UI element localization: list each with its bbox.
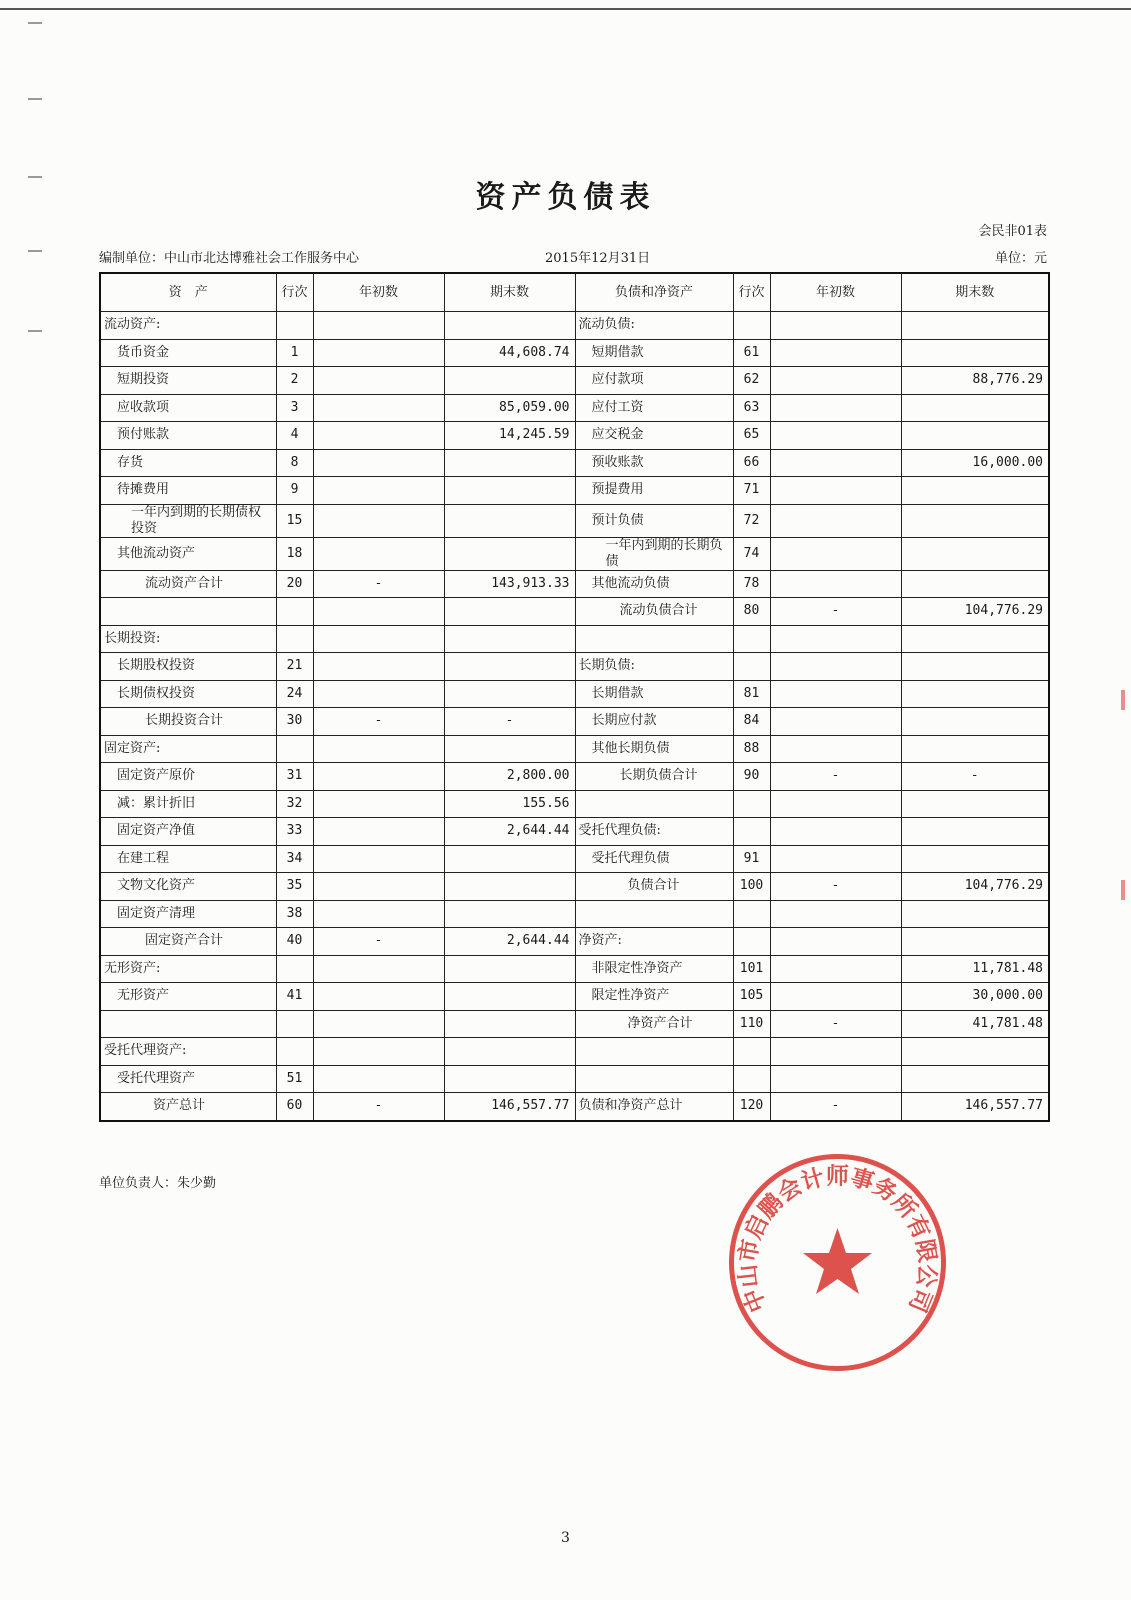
table-row [100,477,1049,505]
col-header-ending: 期末数 [444,273,575,312]
currency-unit: 单位：元 [994,251,1047,266]
asset-line-no: 4 [276,422,313,450]
asset-ending-value [444,680,575,708]
asset-name: 流动资产合计 [100,570,276,598]
liability-line-no [733,790,770,818]
asset-beginning-value [313,653,444,681]
company-seal [725,1150,950,1375]
reporting-unit: 编制单位：中山市北达博雅社会工作服务中心 [99,251,360,266]
asset-beginning-value: - [313,1093,444,1121]
table-row [100,1038,1049,1066]
asset-line-no: 51 [276,1065,313,1093]
asset-ending-value [444,625,575,653]
liability-ending-value [901,394,1049,422]
liability-beginning-value [770,449,901,477]
table-row [100,598,1049,626]
asset-line-no: 32 [276,790,313,818]
liability-line-no: 62 [733,367,770,395]
asset-ending-value [444,653,575,681]
asset-line-no [276,625,313,653]
asset-ending-value [444,598,575,626]
asset-beginning-value [313,763,444,791]
table-row [100,708,1049,736]
asset-line-no [276,312,313,340]
asset-name: 长期投资合计 [100,708,276,736]
table-row [100,1093,1049,1121]
asset-line-no: 18 [276,537,313,570]
asset-beginning-value [313,1010,444,1038]
asset-name: 一年内到期的长期债权投资 [100,504,276,537]
liability-line-no: 101 [733,955,770,983]
asset-beginning-value [313,367,444,395]
liability-beginning-value [770,312,901,340]
asset-name: 固定资产清理 [100,900,276,928]
asset-beginning-value [313,449,444,477]
liability-beginning-value [770,1038,901,1066]
asset-line-no [276,955,313,983]
liability-ending-value [901,790,1049,818]
liability-name [575,790,733,818]
asset-line-no: 30 [276,708,313,736]
asset-name: 减：累计折旧 [100,790,276,818]
asset-name: 固定资产: [100,735,276,763]
asset-beginning-value [313,983,444,1011]
asset-name: 固定资产合计 [100,928,276,956]
liability-name: 应付款项 [575,367,733,395]
asset-name: 资产总计 [100,1093,276,1121]
liability-line-no: 90 [733,763,770,791]
col-header-line-no: 行次 [733,273,770,312]
liability-name: 净资产合计 [575,1010,733,1038]
liability-ending-value [901,537,1049,570]
table-row [100,680,1049,708]
liability-name: 短期借款 [575,339,733,367]
responsible-person: 单位负责人：朱少勤 [99,1176,217,1191]
liability-ending-value [901,845,1049,873]
asset-name: 其他流动资产 [100,537,276,570]
liability-beginning-value [770,537,901,570]
asset-ending-value: 143,913.33 [444,570,575,598]
liability-name: 非限定性净资产 [575,955,733,983]
asset-name: 预付账款 [100,422,276,450]
asset-line-no: 34 [276,845,313,873]
liability-name: 预计负债 [575,504,733,537]
asset-name: 长期股权投资 [100,653,276,681]
asset-beginning-value [313,422,444,450]
col-header-liabilities: 负债和净资产 [575,273,733,312]
binding-mark [28,98,42,100]
table-row [100,394,1049,422]
liability-name: 流动负债: [575,312,733,340]
asset-name: 应收款项 [100,394,276,422]
liability-line-no [733,818,770,846]
table-row [100,845,1049,873]
asset-line-no: 60 [276,1093,313,1121]
asset-line-no [276,1038,313,1066]
liability-beginning-value [770,339,901,367]
asset-beginning-value [313,625,444,653]
asset-ending-value: 44,608.74 [444,339,575,367]
liability-name [575,1038,733,1066]
asset-beginning-value [313,477,444,505]
table-row [100,818,1049,846]
asset-beginning-value [313,900,444,928]
liability-ending-value [901,625,1049,653]
balance-sheet-table [99,272,1050,1122]
liability-beginning-value [770,900,901,928]
asset-name: 长期债权投资 [100,680,276,708]
table-row [100,339,1049,367]
asset-ending-value: - [444,708,575,736]
liability-line-no [733,312,770,340]
liability-ending-value [901,1038,1049,1066]
asset-name: 无形资产: [100,955,276,983]
liability-ending-value [901,339,1049,367]
liability-beginning-value [770,983,901,1011]
asset-ending-value [444,873,575,901]
asset-beginning-value: - [313,708,444,736]
liability-beginning-value [770,845,901,873]
liability-beginning-value [770,653,901,681]
asset-line-no: 21 [276,653,313,681]
asset-ending-value: 2,644.44 [444,928,575,956]
asset-name: 长期投资: [100,625,276,653]
table-row [100,928,1049,956]
table-row [100,1010,1049,1038]
asset-ending-value [444,735,575,763]
liability-line-no: 81 [733,680,770,708]
page-title: 资产负债表 [475,180,656,215]
table-row [100,537,1049,570]
asset-beginning-value [313,1038,444,1066]
liability-line-no [733,1038,770,1066]
asset-name: 存货 [100,449,276,477]
asset-name: 固定资产原价 [100,763,276,791]
liability-beginning-value [770,955,901,983]
asset-ending-value [444,983,575,1011]
liability-line-no: 110 [733,1010,770,1038]
liability-ending-value [901,735,1049,763]
asset-name: 受托代理资产 [100,1065,276,1093]
liability-ending-value: 16,000.00 [901,449,1049,477]
table-row [100,367,1049,395]
asset-name: 无形资产 [100,983,276,1011]
liability-beginning-value [770,708,901,736]
asset-line-no [276,1010,313,1038]
liability-beginning-value [770,477,901,505]
liability-beginning-value [770,790,901,818]
asset-line-no: 33 [276,818,313,846]
liability-ending-value [901,570,1049,598]
table-row [100,763,1049,791]
liability-name: 预收账款 [575,449,733,477]
binding-mark [28,250,42,252]
liability-beginning-value [770,1065,901,1093]
liability-name: 流动负债合计 [575,598,733,626]
asset-line-no: 40 [276,928,313,956]
asset-ending-value: 155.56 [444,790,575,818]
liability-name: 限定性净资产 [575,983,733,1011]
asset-line-no: 9 [276,477,313,505]
col-header-ending: 期末数 [901,273,1049,312]
asset-beginning-value [313,537,444,570]
liability-line-no: 74 [733,537,770,570]
asset-beginning-value [313,818,444,846]
asset-line-no: 15 [276,504,313,537]
col-header-line-no: 行次 [276,273,313,312]
asset-line-no [276,598,313,626]
liability-name: 负债和净资产总计 [575,1093,733,1121]
asset-beginning-value [313,680,444,708]
asset-line-no [276,735,313,763]
form-code: 会民非01表 [978,224,1047,239]
asset-name: 受托代理资产: [100,1038,276,1066]
liability-line-no: 84 [733,708,770,736]
liability-ending-value: 146,557.77 [901,1093,1049,1121]
asset-line-no: 20 [276,570,313,598]
liability-beginning-value [770,570,901,598]
liability-name: 应付工资 [575,394,733,422]
asset-line-no: 35 [276,873,313,901]
liability-name: 预提费用 [575,477,733,505]
asset-name: 短期投资 [100,367,276,395]
liability-beginning-value [770,367,901,395]
asset-line-no: 24 [276,680,313,708]
seal-text: 中山市启鹏会计师事务所有限公司 [733,1162,942,1317]
asset-beginning-value [313,394,444,422]
liability-ending-value [901,928,1049,956]
liability-name: 其他长期负债 [575,735,733,763]
table-row [100,625,1049,653]
liability-name [575,1065,733,1093]
liability-ending-value: 30,000.00 [901,983,1049,1011]
asset-ending-value [444,1065,575,1093]
liability-beginning-value: - [770,1010,901,1038]
asset-ending-value: 85,059.00 [444,394,575,422]
liability-name: 长期借款 [575,680,733,708]
table-row [100,983,1049,1011]
table-row [100,900,1049,928]
liability-name: 长期应付款 [575,708,733,736]
asset-ending-value [444,449,575,477]
asset-beginning-value [313,955,444,983]
asset-ending-value [444,955,575,983]
asset-beginning-value [313,598,444,626]
liability-name: 长期负债: [575,653,733,681]
asset-name: 流动资产: [100,312,276,340]
liability-beginning-value [770,928,901,956]
asset-line-no: 3 [276,394,313,422]
liability-beginning-value: - [770,873,901,901]
asset-line-no: 1 [276,339,313,367]
page-number: 3 [561,1530,570,1546]
table-row [100,790,1049,818]
asset-line-no: 41 [276,983,313,1011]
liability-name: 长期负债合计 [575,763,733,791]
asset-line-no: 8 [276,449,313,477]
liability-beginning-value [770,394,901,422]
asset-ending-value [444,1010,575,1038]
asset-name: 固定资产净值 [100,818,276,846]
liability-line-no: 63 [733,394,770,422]
asset-line-no: 31 [276,763,313,791]
liability-ending-value: 104,776.29 [901,598,1049,626]
asset-ending-value [444,477,575,505]
edge-red-mark [1121,880,1125,900]
liability-line-no: 91 [733,845,770,873]
table-row [100,1065,1049,1093]
asset-name [100,1010,276,1038]
col-header-beginning: 年初数 [770,273,901,312]
asset-beginning-value [313,312,444,340]
binding-mark [28,22,42,24]
asset-ending-value: 2,800.00 [444,763,575,791]
liability-ending-value [901,477,1049,505]
liability-line-no: 65 [733,422,770,450]
table-row [100,422,1049,450]
liability-beginning-value [770,680,901,708]
liability-ending-value: - [901,763,1049,791]
table-row [100,873,1049,901]
liability-name: 一年内到期的长期负债 [575,537,733,570]
asset-ending-value [444,312,575,340]
asset-ending-value [444,504,575,537]
asset-beginning-value: - [313,570,444,598]
asset-name: 待摊费用 [100,477,276,505]
liability-ending-value [901,680,1049,708]
liability-beginning-value [770,735,901,763]
liability-ending-value [901,1065,1049,1093]
liability-line-no [733,653,770,681]
liability-ending-value [901,900,1049,928]
asset-ending-value [444,537,575,570]
liability-name: 其他流动负债 [575,570,733,598]
table-row [100,312,1049,340]
liability-ending-value [901,818,1049,846]
asset-ending-value [444,845,575,873]
liability-line-no: 100 [733,873,770,901]
scan-top-edge [0,8,1131,10]
asset-line-no: 2 [276,367,313,395]
liability-line-no: 78 [733,570,770,598]
liability-name: 受托代理负债 [575,845,733,873]
liability-line-no: 66 [733,449,770,477]
liability-ending-value [901,312,1049,340]
asset-beginning-value [313,873,444,901]
asset-name [100,598,276,626]
asset-ending-value: 2,644.44 [444,818,575,846]
edge-red-mark [1121,690,1125,710]
asset-ending-value [444,1038,575,1066]
asset-name: 货币资金 [100,339,276,367]
liability-beginning-value [770,422,901,450]
asset-ending-value [444,367,575,395]
binding-mark [28,330,42,332]
liability-beginning-value [770,625,901,653]
col-header-assets: 资 产 [100,273,276,312]
liability-name: 净资产: [575,928,733,956]
liability-beginning-value: - [770,598,901,626]
table-row [100,449,1049,477]
table-row [100,570,1049,598]
liability-beginning-value: - [770,763,901,791]
asset-beginning-value [313,735,444,763]
liability-line-no [733,928,770,956]
liability-line-no: 72 [733,504,770,537]
table-row [100,735,1049,763]
report-date: 2015年12月31日 [545,251,651,266]
liability-name: 负债合计 [575,873,733,901]
table-row [100,955,1049,983]
liability-ending-value: 104,776.29 [901,873,1049,901]
asset-name: 文物文化资产 [100,873,276,901]
liability-ending-value: 88,776.29 [901,367,1049,395]
asset-beginning-value [313,504,444,537]
asset-beginning-value: - [313,928,444,956]
liability-line-no: 88 [733,735,770,763]
asset-ending-value: 14,245.59 [444,422,575,450]
liability-beginning-value [770,818,901,846]
liability-ending-value [901,708,1049,736]
liability-ending-value [901,504,1049,537]
table-header-row [100,273,1049,312]
liability-ending-value [901,653,1049,681]
liability-ending-value: 11,781.48 [901,955,1049,983]
liability-line-no [733,625,770,653]
asset-beginning-value [313,339,444,367]
liability-line-no [733,1065,770,1093]
liability-line-no: 120 [733,1093,770,1121]
liability-name: 应交税金 [575,422,733,450]
liability-line-no: 61 [733,339,770,367]
table-row [100,653,1049,681]
asset-beginning-value [313,1065,444,1093]
liability-line-no: 105 [733,983,770,1011]
col-header-beginning: 年初数 [313,273,444,312]
asset-line-no: 38 [276,900,313,928]
asset-ending-value: 146,557.77 [444,1093,575,1121]
asset-name: 在建工程 [100,845,276,873]
liability-line-no: 80 [733,598,770,626]
liability-line-no [733,900,770,928]
liability-name [575,900,733,928]
liability-beginning-value [770,504,901,537]
asset-beginning-value [313,845,444,873]
liability-ending-value [901,422,1049,450]
liability-beginning-value: - [770,1093,901,1121]
liability-line-no: 71 [733,477,770,505]
asset-beginning-value [313,790,444,818]
asset-ending-value [444,900,575,928]
seal-star [803,1228,872,1294]
liability-name [575,625,733,653]
table-row [100,504,1049,537]
liability-ending-value: 41,781.48 [901,1010,1049,1038]
liability-name: 受托代理负债: [575,818,733,846]
